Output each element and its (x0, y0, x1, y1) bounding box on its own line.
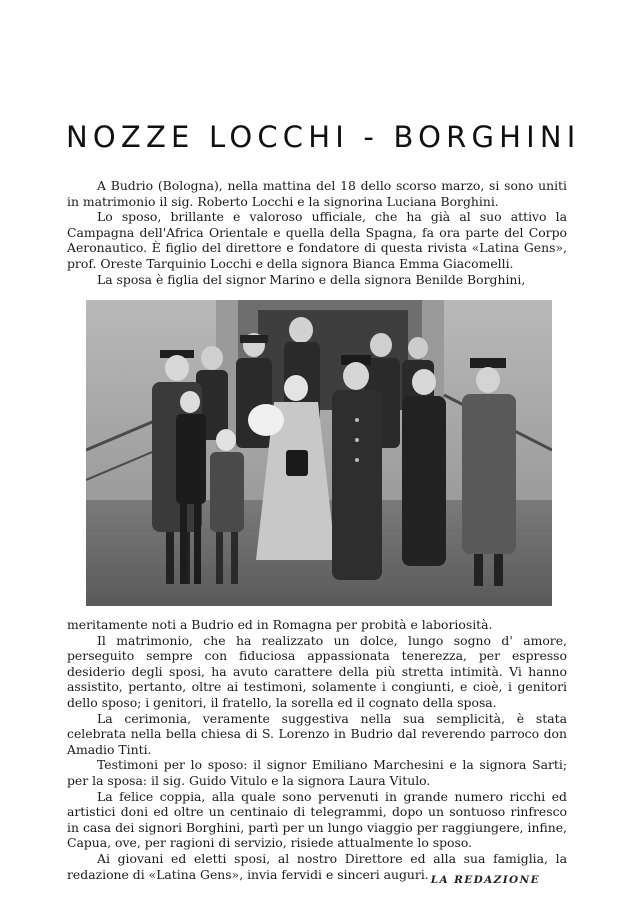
signature: LA REDAZIONE (430, 874, 540, 886)
continuation-line: meritamente noti a Budrio ed in Romagna per probità e laboriosità. (67, 617, 493, 632)
article-title: NOZZE LOCCHI - BORGHINI (66, 120, 581, 154)
intro-paragraph-3: La sposa è figlia del signor Marino e della signora Benilde Borghini, (97, 271, 526, 287)
wedding-photo-illustration (86, 300, 552, 606)
wedding-group-photo (86, 300, 552, 606)
intro-paragraph-1: A Budrio (Bologna), nella mattina del 18 dello scorso marzo, si sono uniti in matrimonio il sig. Roberto Locchi e la signorina Luciana Borghini. (67, 178, 567, 209)
intro-text (67, 178, 567, 287)
body-paragraph-3: Testimoni per lo sposo: il signor Emiliano Marchesini e la signora Sarti; per la sposa: il sig. Guido Vitulo e la signora Laura Vitulo. (67, 757, 567, 788)
intro-paragraph-2: Lo sposo, brillante e valoroso ufficiale, che ha già al suo attivo la Campagna dell'Africa Orientale e quella della Spagna, fa ora parte del Corpo Aeronautico. È figlio del direttore e fondatore di questa rivista «Latina Gens», prof. Oreste Tarquinio Locchi e della signora Bianca Emma Giacomelli. (67, 209, 567, 271)
body-paragraph-5: Ai giovani ed eletti sposi, al nostro Direttore ed alla sua famiglia, la redazione di «Latina Gens», invia fervidi e sinceri auguri. (67, 850, 567, 882)
body-text (67, 617, 567, 882)
body-paragraph-2: La cerimonia, veramente suggestiva nella sua semplicità, è stata celebrata nella bella chiesa di S. Lorenzo in Budrio dal reverendo parroco don Amadio Tinti. (67, 710, 567, 757)
body-paragraph-1: Il matrimonio, che ha realizzato un dolce, lungo sogno d' amore, perseguito sempre con fiduciosa appassionata tenerezza, per espresso desiderio degli sposi, ha avuto carattere della più stretta intimità. Vi hanno assistito, pertanto, oltre ai testimoni, solamente i congiunti, e cioè, i genitori dello sposo; i genitori, il fratello, la sorella ed il cognato della sposa. (67, 632, 567, 710)
body-paragraph-4: La felice coppia, alla quale sono pervenuti in grande numero ricchi ed artistici doni ed oltre un centinaio di telegrammi, dopo un sontuoso rinfresco in casa dei signori Borghini, partì per un lungo viaggio per raggiungere, infine, Capua, ove, per ragioni di servizio, risiede attualmente lo sposo. (67, 788, 567, 851)
